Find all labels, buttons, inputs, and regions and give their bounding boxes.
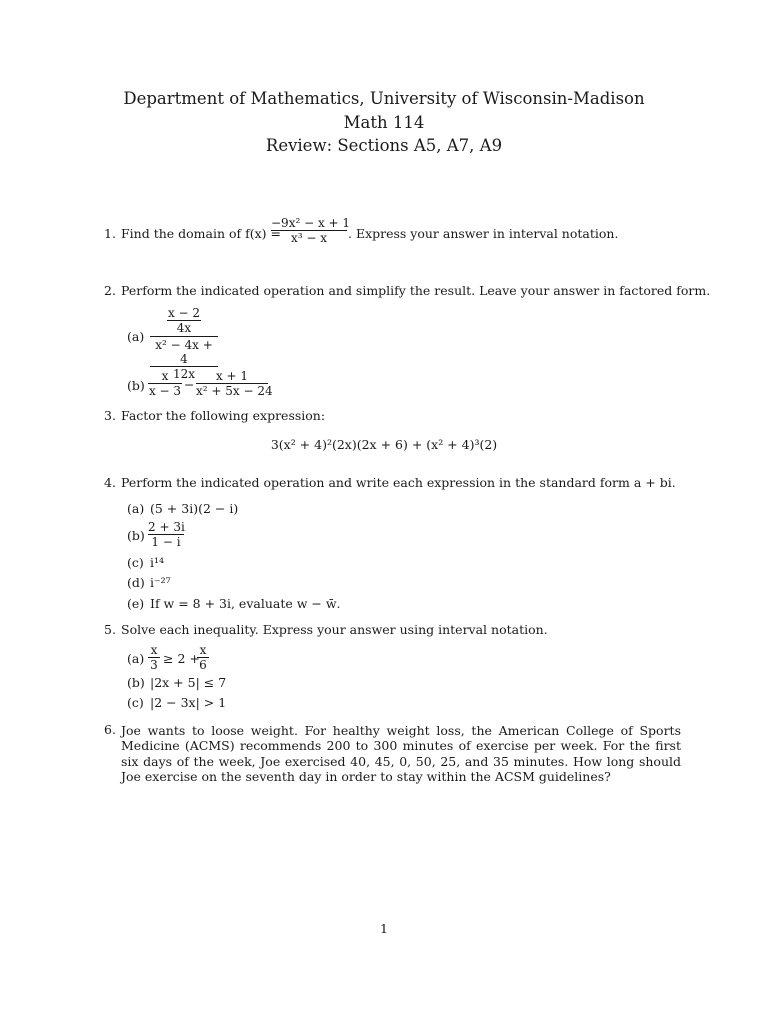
q4b-numerator: 2 + 3i (148, 520, 185, 534)
q5a-f1-numerator: x (150, 643, 158, 657)
q1-numerator: −9x² − x + 1 (271, 216, 351, 230)
q4d-expression: i⁻²⁷ (150, 575, 171, 590)
q4e-label: (e) (127, 596, 145, 611)
q5a-f2-numerator: x (199, 643, 207, 657)
q3-expression: 3(x² + 4)²(2x)(2x + 6) + (x² + 4)³(2) (270, 437, 498, 452)
q5-number: 5. (104, 622, 116, 637)
q4a-expression: (5 + 3i)(2 − i) (150, 501, 239, 516)
q5a-fraction-2 (197, 643, 209, 672)
q2b-f2-numerator: x + 1 (215, 369, 249, 383)
q1-prefix: Find the domain of f(x) = (121, 226, 281, 241)
q2b-f2-denominator: x² + 5x − 24 (196, 384, 273, 398)
q5b-expression: |2x + 5| ≤ 7 (150, 675, 227, 690)
q1-number: 1. (104, 226, 116, 241)
q4c-expression: i¹⁴ (150, 555, 165, 570)
q1-fraction (271, 216, 351, 245)
q5a-fraction-1 (148, 643, 160, 672)
q2b-f1-numerator: x (161, 369, 169, 383)
q4b-fraction (148, 520, 184, 549)
q3-text: Factor the following expression: (121, 408, 326, 423)
q6-number: 6. (104, 722, 116, 737)
department-title: Department of Mathematics, University of Wisconsin-Madison (123, 89, 645, 108)
q1-denominator: x³ − x (290, 231, 328, 245)
q4d-label: (d) (127, 575, 145, 590)
q5a-f1-denominator: 3 (150, 658, 158, 672)
q4b-label: (b) (127, 528, 145, 543)
q5c-expression: |2 − 3x| > 1 (150, 695, 227, 710)
q5b-label: (b) (127, 675, 145, 690)
q2a-bottom-numerator: x² − 4x + 4 (155, 338, 213, 366)
q2a-top-numerator: x − 2 (167, 306, 201, 320)
q6-text: Joe wants to loose weight. For healthy weight loss, the American College of Sports Medicine (ACMS) recommends 200 to 300 minutes of exercise per week. For the first six days of the week, Joe exercised 40, 45, 0, 50, 25, and 35 minutes. How long should Joe exercise on the seventh day in order to stay within the ACSM guidelines? (121, 723, 681, 784)
course-title: Math 114 (343, 113, 425, 132)
q5-text: Solve each inequality. Express your answer using interval notation. (121, 622, 548, 637)
q2a-label: (a) (127, 329, 145, 344)
q2b-fraction-2 (196, 369, 273, 398)
q4b-denominator: 1 − i (151, 535, 181, 549)
q5c-label: (c) (127, 695, 144, 710)
q1-suffix: . Express your answer in interval notation. (348, 226, 619, 241)
q2b-fraction-1 (148, 369, 182, 398)
q4e-expression: If w = 8 + 3i, evaluate w − w̄. (150, 596, 341, 611)
q4c-label: (c) (127, 555, 144, 570)
q2-text: Perform the indicated operation and simplify the result. Leave your answer in factored form. (121, 283, 711, 298)
q4a-label: (a) (127, 501, 145, 516)
q4-number: 4. (104, 475, 116, 490)
q3-number: 3. (104, 408, 116, 423)
q2b-operator: − (184, 377, 195, 392)
page-number: 1 (380, 921, 388, 936)
q5a-f2-denominator: 6 (199, 658, 207, 672)
q2b-label: (b) (127, 378, 145, 393)
q2a-top-denominator: 4x (176, 321, 192, 335)
review-title: Review: Sections A5, A7, A9 (265, 136, 503, 155)
q4-text: Perform the indicated operation and write each expression in the standard form a + bi. (121, 475, 676, 490)
q5a-label: (a) (127, 651, 145, 666)
q2-number: 2. (104, 283, 116, 298)
q5a-middle: ≥ 2 + (163, 651, 200, 666)
q2b-f1-denominator: x − 3 (148, 384, 182, 398)
q2a-bottom-denominator: 12x (172, 367, 196, 381)
